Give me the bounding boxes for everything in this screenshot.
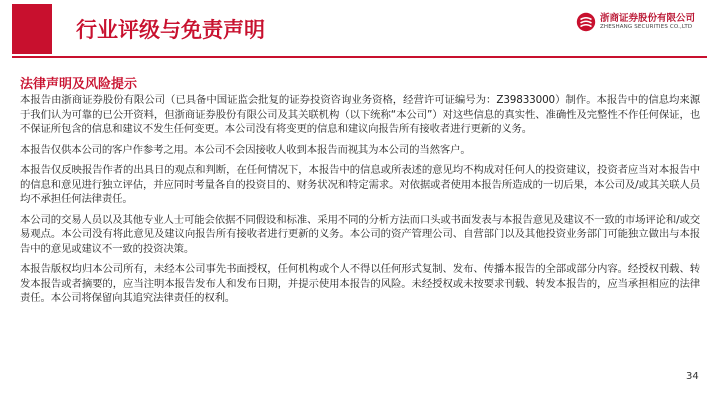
zheshang-logo-icon — [576, 12, 596, 32]
logo-company-name-cn: 浙商证券股份有限公司 — [600, 12, 696, 24]
page-title: 行业评级与免责声明 — [76, 18, 265, 42]
header-accent-bar — [12, 4, 52, 54]
section-heading: 法律声明及风险提示 — [20, 77, 138, 92]
disclaimer-paragraph: 本报告仅供本公司的客户作参考之用。本公司不会因接收人收到本报告而视其为本公司的当然客户。 — [20, 143, 471, 156]
disclaimer-paragraph: 本公司的交易人员以及其他专业人士可能会依据不同假设和标准、采用不同的分析方法而口头或书面发表与本报告意见及建议不一致的市场评论和/或交易观点。本公司没有将此意见及建议向报告所有接收者进行更新的义务。本公司的资产管理公司、自营部门以及其他投资业务部门可能独立做出与本报告中的意见或建议不一致的投资决策。 — [20, 213, 700, 255]
page-number: 34 — [686, 371, 699, 382]
disclaimer-body — [20, 93, 700, 312]
disclaimer-paragraph: 本报告版权均归本公司所有，未经本公司事先书面授权，任何机构或个人不得以任何形式复制、发布、传播本报告的全部或部分内容。经授权刊载、转发本报告或者摘要的，应当注明本报告发布人和发布日期，并提示使用本报告的风险。未经授权或未按要求刊载、转发本报告的，应当承担相应的法律责任。本公司将保留向其追究法律责任的权利。 — [20, 263, 700, 304]
disclaimer-paragraph: 本报告仅反映报告作者的出具日的观点和判断，在任何情况下，本报告中的信息或所表述的意见均不构成对任何人的投资建议，投资者应当对本报告中的信息和意见进行独立评估，并应同时考量各自的投资目的、财务状况和特定需求。对依据或者使用本报告所造成的一切后果，本公司及/或其关联人员均不承担任何法律责任。 — [20, 164, 700, 205]
disclaimer-paragraph: 本报告由浙商证券股份有限公司（已具备中国证监会批复的证券投资咨询业务资格，经营许可证编号为：Z39833000）制作。本报告中的信息均来源于我们认为可靠的已公开资料，但浙商证券股份有限公司及其关联机构（以下统称“本公司”）对这些信息的真实性、准确性及完整性不作任何保证，也不保证所包含的信息和建议不发生任何变更。本公司没有将变更的信息和建议向报告所有接收者进行更新的义务。 — [20, 94, 700, 135]
header-divider — [12, 56, 707, 58]
company-logo — [576, 12, 695, 32]
logo-company-name-en: ZHESHANG SECURITIES CO.,LTD — [600, 24, 693, 30]
